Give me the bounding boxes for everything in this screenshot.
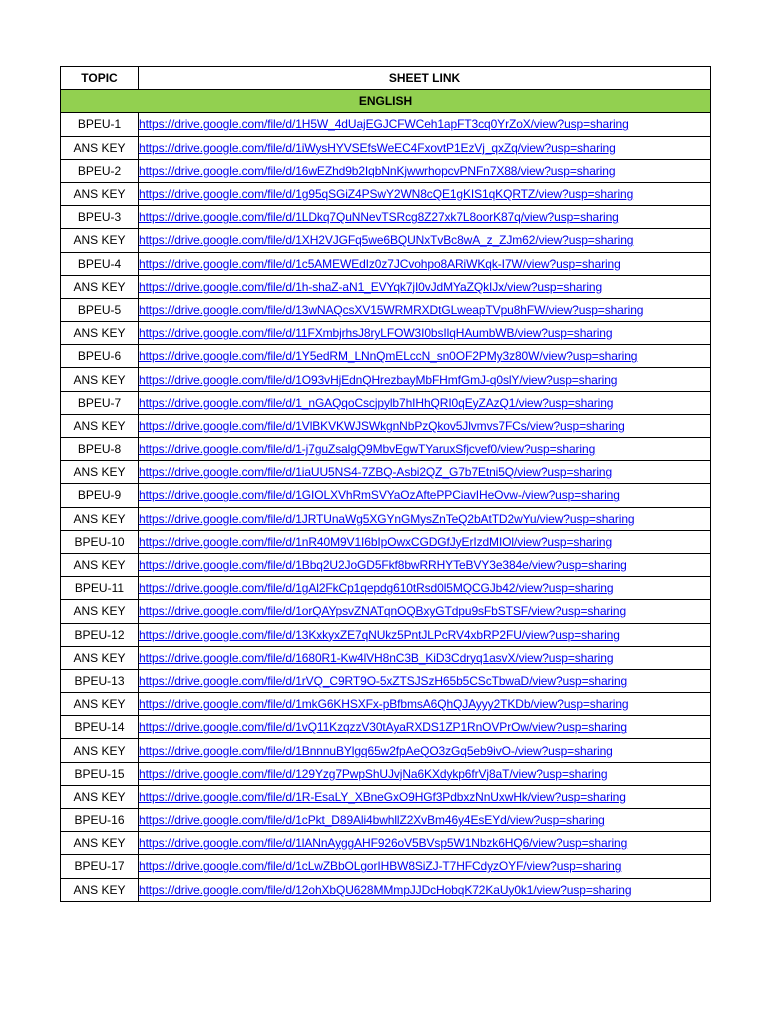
link-cell (139, 461, 711, 484)
topic-cell: BPEU-11 (61, 577, 139, 600)
topic-cell: ANS KEY (61, 739, 139, 762)
topic-cell: ANS KEY (61, 275, 139, 298)
sheet-link[interactable]: https://drive.google.com/file/d/1mkG6KHSXFx-pBfbmsA6QhQJAyyy2TKDb/view?usp=sharing (139, 697, 629, 712)
topic-cell: BPEU-12 (61, 623, 139, 646)
link-cell (139, 739, 711, 762)
link-cell (139, 716, 711, 739)
sheet-link-column-header: SHEET LINK (139, 67, 711, 90)
link-cell (139, 182, 711, 205)
sheet-link[interactable]: https://drive.google.com/file/d/1JRTUnaWg5XGYnGMysZnTeQ2bAtTD2wYu/view?usp=sharing (139, 511, 635, 526)
link-cell (139, 298, 711, 321)
topic-cell: ANS KEY (61, 136, 139, 159)
link-cell (139, 206, 711, 229)
table-row (61, 762, 711, 785)
link-cell (139, 785, 711, 808)
section-row (61, 90, 711, 113)
topic-cell: BPEU-9 (61, 484, 139, 507)
table-row (61, 345, 711, 368)
topic-cell: ANS KEY (61, 414, 139, 437)
link-cell (139, 878, 711, 901)
table-row (61, 785, 711, 808)
header-row (61, 67, 711, 90)
sheet-link[interactable]: https://drive.google.com/file/d/1gAl2FkCp1qepdg610tRsd0l5MQCGJb42/view?usp=sharing (139, 581, 614, 596)
table-row (61, 252, 711, 275)
topic-cell: ANS KEY (61, 368, 139, 391)
sheet-link[interactable]: https://drive.google.com/file/d/1GIOLXVhRmSVYaOzAftePPCiavIHeOvw-/view?usp=sharing (139, 488, 620, 503)
link-cell (139, 391, 711, 414)
sheet-link[interactable]: https://drive.google.com/file/d/16wEZhd9b2IqbNnKjwwrhopcvPNFn7X88/view?usp=sharing (139, 163, 616, 178)
link-cell (139, 136, 711, 159)
topic-cell: BPEU-14 (61, 716, 139, 739)
link-cell (139, 229, 711, 252)
topic-cell: BPEU-6 (61, 345, 139, 368)
sheet-link[interactable]: https://drive.google.com/file/d/1vQ11KzqzzV30tAyaRXDS1ZP1RnOVPrOw/view?usp=sharing (139, 720, 627, 735)
link-cell (139, 159, 711, 182)
sheet-link[interactable]: https://drive.google.com/file/d/1O93vHjEdnQHrezbayMbFHmfGmJ-q0slY/view?usp=sharing (139, 372, 618, 387)
table-row (61, 809, 711, 832)
link-cell (139, 113, 711, 136)
link-cell (139, 693, 711, 716)
sheet-link[interactable]: https://drive.google.com/file/d/1iaUU5NS4-7ZBQ-Asbi2QZ_G7b7Etni5Q/view?usp=sharing (139, 465, 613, 480)
table-row (61, 391, 711, 414)
link-cell (139, 252, 711, 275)
sheet-link[interactable]: https://drive.google.com/file/d/12ohXbQU628MMmpJJDcHobqK72KaUy0k1/view?usp=sharing (139, 882, 632, 897)
table-row (61, 878, 711, 901)
table-row (61, 136, 711, 159)
link-cell (139, 553, 711, 576)
link-cell (139, 832, 711, 855)
table-row (61, 507, 711, 530)
topic-cell: ANS KEY (61, 693, 139, 716)
link-cell (139, 577, 711, 600)
link-cell (139, 762, 711, 785)
table-row (61, 368, 711, 391)
topic-cell: BPEU-8 (61, 438, 139, 461)
link-cell (139, 275, 711, 298)
sheet-link[interactable]: https://drive.google.com/file/d/1XH2VJGFq5we6BQUNxTvBc8wA_z_ZJm62/view?usp=sharing (139, 233, 634, 248)
link-cell (139, 646, 711, 669)
topic-cell: BPEU-2 (61, 159, 139, 182)
sheet-link[interactable]: https://drive.google.com/file/d/1Bbq2U2JoGD5Fkf8bwRRHYTeBVY3e384e/view?usp=sharing (139, 558, 627, 573)
topic-cell: ANS KEY (61, 878, 139, 901)
link-cell (139, 809, 711, 832)
table-row (61, 623, 711, 646)
sheet-link[interactable]: https://drive.google.com/file/d/1g95qSGiZ4PSwY2WN8cQE1gKIS1qKQRTZ/view?usp=sharing (139, 187, 634, 202)
link-cell (139, 414, 711, 437)
topic-cell: ANS KEY (61, 322, 139, 345)
table-row (61, 693, 711, 716)
table-row (61, 739, 711, 762)
table-row (61, 206, 711, 229)
topic-cell: ANS KEY (61, 507, 139, 530)
sheet-link[interactable]: https://drive.google.com/file/d/1R-EsaLY_XBneGxO9HGf3PdbxzNnUxwHk/view?usp=sharing (139, 789, 626, 804)
sheet-link-table (60, 66, 711, 902)
table-row (61, 113, 711, 136)
table-row (61, 832, 711, 855)
sheet-link[interactable]: https://drive.google.com/file/d/1lANnAyggAHF926oV5BVsp5W1Nbzk6HQ6/view?usp=sharing (139, 836, 628, 851)
sheet-link[interactable]: https://drive.google.com/file/d/1rVQ_C9RT9O-5xZTSJSzH65b5CScTbwaD/view?usp=sharing (139, 673, 628, 688)
table-row (61, 322, 711, 345)
sheet-link[interactable]: https://drive.google.com/file/d/1LDkq7QuNNevTSRcg8Z27xk7L8oorK87q/view?usp=sharing (139, 210, 619, 225)
table-row (61, 298, 711, 321)
table-row (61, 229, 711, 252)
table-row (61, 275, 711, 298)
topic-cell: BPEU-15 (61, 762, 139, 785)
topic-cell: BPEU-13 (61, 669, 139, 692)
sheet-link[interactable]: https://drive.google.com/file/d/1_nGAQqoCscjpylb7hIHhQRI0qEyZAzQ1/view?usp=sharing (139, 395, 614, 410)
topic-cell: BPEU-1 (61, 113, 139, 136)
sheet-link[interactable]: https://drive.google.com/file/d/1orQAYpsvZNATqnOQBxyGTdpu9sFbSTSF/view?usp=sharing (139, 604, 627, 619)
topic-cell: BPEU-4 (61, 252, 139, 275)
link-cell (139, 669, 711, 692)
table-row (61, 577, 711, 600)
link-cell (139, 345, 711, 368)
table-row (61, 461, 711, 484)
link-cell (139, 600, 711, 623)
topic-column-header: TOPIC (61, 67, 139, 90)
sheet-link[interactable]: https://drive.google.com/file/d/1680R1-Kw4lVH8nC3B_KiD3Cdryq1asvX/view?usp=sharing (139, 650, 614, 665)
topic-cell: BPEU-16 (61, 809, 139, 832)
link-cell (139, 530, 711, 553)
topic-cell: BPEU-5 (61, 298, 139, 321)
sheet-link[interactable]: https://drive.google.com/file/d/1nR40M9V1I6bIpOwxCGDGfJyErIzdMIOl/view?usp=sharing (139, 534, 613, 549)
sheet-link[interactable]: https://drive.google.com/file/d/13KxkyxZE7qNUkz5PntJLPcRV4xbRP2FU/view?usp=sharing (139, 627, 620, 642)
link-cell (139, 368, 711, 391)
sheet-link[interactable]: https://drive.google.com/file/d/1Y5edRM_LNnQmELccN_sn0OF2PMy3z80W/view?usp=sharing (139, 349, 638, 364)
section-title: ENGLISH (61, 90, 711, 113)
table-row (61, 159, 711, 182)
sheet-link[interactable]: https://drive.google.com/file/d/1cLwZBbOLgorIHBW8SiZJ-T7HFCdyzOYF/view?usp=sharing (139, 859, 622, 874)
topic-cell: ANS KEY (61, 461, 139, 484)
sheet-link[interactable]: https://drive.google.com/file/d/1c5AMEWEdIz0z7JCvohpo8ARiWKqk-I7W/view?usp=sharing (139, 256, 621, 271)
topic-cell: BPEU-17 (61, 855, 139, 878)
table-row (61, 182, 711, 205)
topic-cell: ANS KEY (61, 646, 139, 669)
topic-cell: BPEU-10 (61, 530, 139, 553)
sheet-link[interactable]: https://drive.google.com/file/d/1iWysHYVSEfsWeEC4FxovtP1EzVj_qxZq/view?usp=sharing (139, 140, 616, 155)
table-row (61, 484, 711, 507)
topic-cell: ANS KEY (61, 600, 139, 623)
sheet-link[interactable]: https://drive.google.com/file/d/13wNAQcsXV15WRMRXDtGLweapTVpu8hFW/view?usp=sharing (139, 302, 644, 317)
table-row (61, 530, 711, 553)
table-row (61, 669, 711, 692)
sheet-link[interactable]: https://drive.google.com/file/d/1H5W_4dUajEGJCFWCeh1apFT3cq0YrZoX/view?usp=sharing (139, 117, 629, 132)
topic-cell: BPEU-7 (61, 391, 139, 414)
topic-cell: ANS KEY (61, 785, 139, 808)
link-cell (139, 507, 711, 530)
link-cell (139, 623, 711, 646)
table-row (61, 553, 711, 576)
topic-cell: ANS KEY (61, 832, 139, 855)
sheet-link[interactable]: https://drive.google.com/file/d/1-j7guZsalgQ9MbvEgwTYaruxSfjcvef0/view?usp=sharing (139, 442, 596, 457)
sheet-link[interactable]: https://drive.google.com/file/d/1cPkt_D89Ali4bwhllZ2XvBm46y4EsEYd/view?usp=sharing (139, 813, 605, 828)
sheet-link[interactable]: https://drive.google.com/file/d/1VlBKVKWJSWkgnNbPzQkov5Jlvmvs7FCs/view?usp=sharing (139, 418, 625, 433)
topic-cell: ANS KEY (61, 229, 139, 252)
sheet-link[interactable]: https://drive.google.com/file/d/129Yzg7PwpShUJvjNa6KXdykp6frVj8aT/view?usp=sharing (139, 766, 608, 781)
table-row (61, 646, 711, 669)
link-cell (139, 855, 711, 878)
link-cell (139, 484, 711, 507)
topic-cell: ANS KEY (61, 553, 139, 576)
topic-cell: BPEU-3 (61, 206, 139, 229)
link-cell (139, 438, 711, 461)
sheet-link[interactable]: https://drive.google.com/file/d/1h-shaZ-aN1_EVYqk7jI0vJdMYaZQkIJx/view?usp=sharing (139, 279, 603, 294)
topic-cell: ANS KEY (61, 182, 139, 205)
sheet-link[interactable]: https://drive.google.com/file/d/11FXmbjrhsJ8ryLFOW3I0bsIlqHAumbWB/view?usp=sharing (139, 326, 613, 341)
table-row (61, 716, 711, 739)
table-row (61, 600, 711, 623)
sheet-link[interactable]: https://drive.google.com/file/d/1BnnnuBYlgq65w2fpAeQO3zGq5eb9ivO-/view?usp=sharing (139, 743, 613, 758)
table-row (61, 855, 711, 878)
table-row (61, 414, 711, 437)
link-cell (139, 322, 711, 345)
table-row (61, 438, 711, 461)
